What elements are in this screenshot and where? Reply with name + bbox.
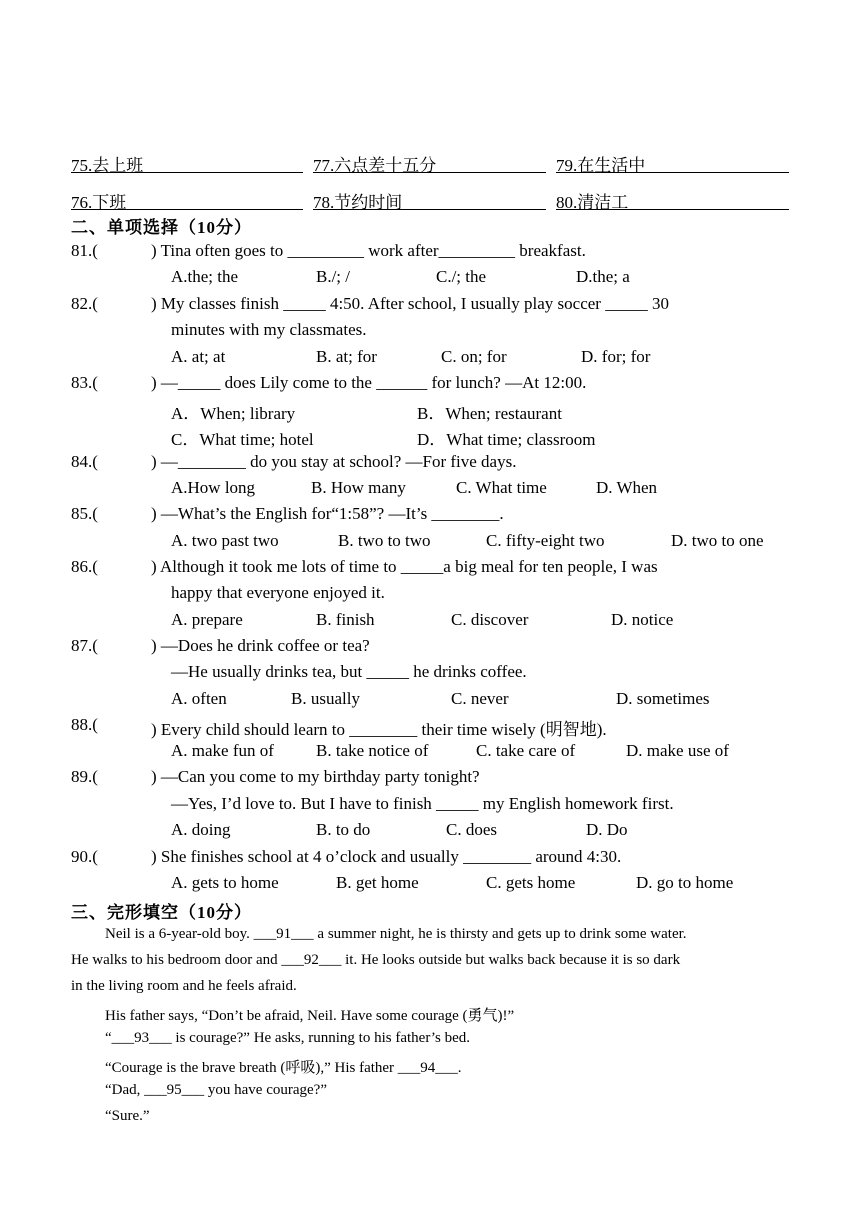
question-stem: ) —_____ does Lily come to the ______ for lunch? —At 12:00. xyxy=(151,373,587,392)
option-a: A. two past two xyxy=(171,531,279,550)
option-d: D. two to one xyxy=(671,531,764,550)
option-a: A. at; at xyxy=(171,347,226,366)
question-number: 82.( xyxy=(71,294,98,313)
option-c: C. does xyxy=(446,820,497,839)
section-title-multiple-choice: 二、单项选择（10分） xyxy=(71,218,252,237)
vocab-item-78: 78.节约时间 xyxy=(313,188,546,210)
vocab-item-77: 77.六点差十五分 xyxy=(313,151,546,173)
question-number: 87.( xyxy=(71,636,98,655)
option-a: A. often xyxy=(171,689,227,708)
option-b: B. usually xyxy=(291,689,360,708)
question-stem-cont: minutes with my classmates. xyxy=(171,320,367,339)
question-stem: ) —________ do you stay at school? —For five days. xyxy=(151,452,517,471)
option-d: D. for; for xyxy=(581,347,651,366)
option-a: A.How long xyxy=(171,478,256,497)
option-d: D. notice xyxy=(611,610,674,629)
passage-line: “Sure.” xyxy=(105,1108,150,1124)
option-d: D. go to home xyxy=(636,873,734,892)
passage-line: “___93___ is courage?” He asks, running to his father’s bed. xyxy=(105,1030,471,1046)
option-c: C. never xyxy=(451,689,509,708)
passage-line: His father says, “Don’t be afraid, Neil. Have some courage (勇气)!” xyxy=(105,1008,515,1024)
passage-line: “Dad, ___95___ you have courage?” xyxy=(105,1082,327,1098)
passage-line: “Courage is the brave breath (呼吸),” His father ___94___. xyxy=(105,1060,462,1076)
question-number: 83.( xyxy=(71,373,98,392)
question-stem: ) Tina often goes to _________ work after_________ breakfast. xyxy=(151,241,586,260)
question-stem: ) Every child should learn to ________ their time wisely (明智地). xyxy=(151,720,607,739)
option-b: B. finish xyxy=(316,610,375,629)
option-b: B．When; restaurant xyxy=(417,404,562,423)
option-a: A. doing xyxy=(171,820,231,839)
question-number: 84.( xyxy=(71,452,98,471)
option-c: C. fifty-eight two xyxy=(486,531,605,550)
vocab-item-75: 75.去上班 xyxy=(71,151,303,173)
option-d: D.the; a xyxy=(576,267,630,286)
question-number: 85.( xyxy=(71,504,98,523)
question-number: 88.( xyxy=(71,715,98,734)
question-stem-cont: —Yes, I’d love to. But I have to finish _____ my English homework first. xyxy=(171,794,674,813)
vocab-item-80: 80.清洁工 xyxy=(556,188,789,210)
option-c: C. gets home xyxy=(486,873,576,892)
question-stem: ) She finishes school at 4 o’clock and usually ________ around 4:30. xyxy=(151,847,622,866)
question-number: 89.( xyxy=(71,767,98,786)
option-b: B. to do xyxy=(316,820,371,839)
option-a: A. gets to home xyxy=(171,873,279,892)
option-c: C. discover xyxy=(451,610,529,629)
question-number: 90.( xyxy=(71,847,98,866)
question-stem-cont: —He usually drinks tea, but _____ he drinks coffee. xyxy=(171,662,527,681)
passage-line: in the living room and he feels afraid. xyxy=(71,978,297,994)
passage-line: He walks to his bedroom door and ___92___ it. He looks outside but walks back because it is so dark xyxy=(71,952,681,968)
question-stem: ) —Does he drink coffee or tea? xyxy=(151,636,370,655)
option-d: D. When xyxy=(596,478,658,497)
option-a: A.the; the xyxy=(171,267,239,286)
option-b: B./; / xyxy=(316,267,351,286)
question-stem: ) My classes finish _____ 4:50. After school, I usually play soccer _____ 30 xyxy=(151,294,669,313)
option-c: C. take care of xyxy=(476,741,576,760)
option-d: D. make use of xyxy=(626,741,729,760)
option-c: C. What time xyxy=(456,478,547,497)
option-a: A. prepare xyxy=(171,610,243,629)
vocab-item-76: 76.下班 xyxy=(71,188,303,210)
option-d: D．What time; classroom xyxy=(417,430,596,449)
option-c: C．What time; hotel xyxy=(171,430,314,449)
question-number: 86.( xyxy=(71,557,98,576)
option-c: C./; the xyxy=(436,267,487,286)
question-number: 81.( xyxy=(71,241,98,260)
option-a: A. make fun of xyxy=(171,741,274,760)
question-stem: ) —What’s the English for“1:58”? —It’s ________. xyxy=(151,504,504,523)
option-c: C. on; for xyxy=(441,347,507,366)
option-a: A．When; library xyxy=(171,404,296,423)
question-stem: ) —Can you come to my birthday party tonight? xyxy=(151,767,480,786)
question-stem-cont: happy that everyone enjoyed it. xyxy=(171,583,385,602)
option-d: D. Do xyxy=(586,820,628,839)
option-b: B. How many xyxy=(311,478,406,497)
option-d: D. sometimes xyxy=(616,689,710,708)
section-title-cloze: 三、完形填空（10分） xyxy=(71,903,252,922)
option-b: B. two to two xyxy=(338,531,431,550)
option-b: B. at; for xyxy=(316,347,377,366)
option-b: B. take notice of xyxy=(316,741,429,760)
question-stem: ) Although it took me lots of time to _____a big meal for ten people, I was xyxy=(151,557,658,576)
vocab-item-79: 79.在生活中 xyxy=(556,151,789,173)
option-b: B. get home xyxy=(336,873,419,892)
passage-line: Neil is a 6-year-old boy. ___91___ a summer night, he is thirsty and gets up to drink some water. xyxy=(105,926,687,942)
